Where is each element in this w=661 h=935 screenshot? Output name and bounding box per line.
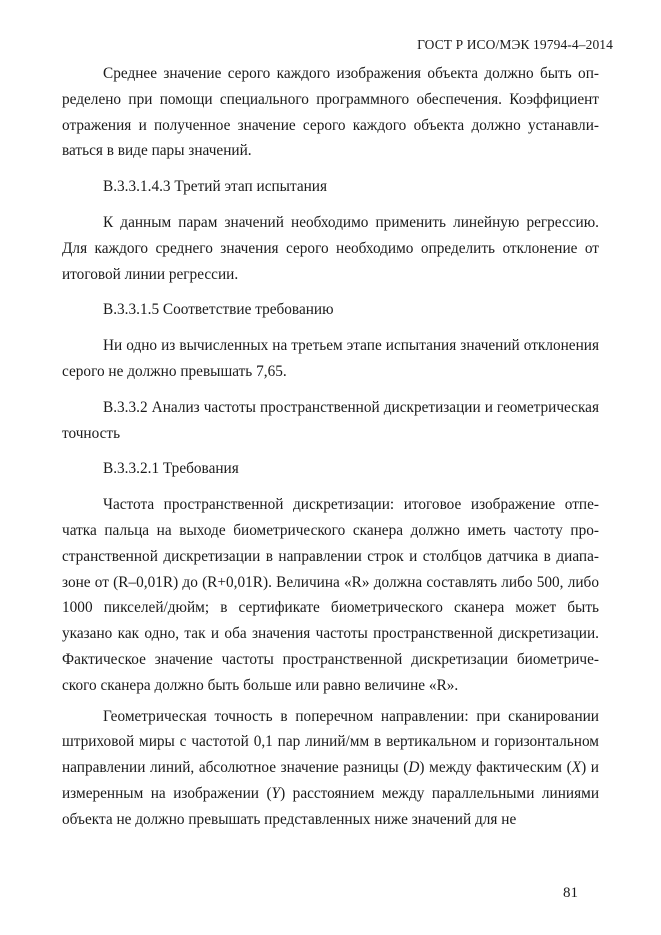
paragraph-gray-value: Среднее значение серого каждого изображения объекта должно быть определено при помощи специального программного обеспечения. Коэффициент отражения и полученное значение серого каждого объекта должно устанавливаться в виде пары значений. — [62, 65, 599, 160]
section-heading-b33143: B.3.3.1.4.3 Третий этап испытания — [103, 178, 328, 196]
paragraph-linear-regression: К данным парам значений необходимо применить линейную регрессию. Для каждого среднего значения серого необходимо определить отклонение от итоговой линии регрессии. — [62, 213, 599, 283]
page-number: 81 — [563, 885, 578, 901]
section-heading-b3321: B.3.3.2.1 Требования — [103, 460, 239, 478]
variable-d: D — [408, 759, 420, 777]
page-header-standard-code: ГОСТ Р ИСО/МЭК 19794-4–2014 — [417, 37, 613, 52]
paragraph-deviation-limit: Ни одно из вычисленных на третьем этапе испытания значений отклонения серого не должно превышать 7,65. — [62, 337, 599, 380]
body-text — [62, 61, 599, 833]
section-heading-b3315: B.3.3.1.5 Соответствие требованию — [103, 301, 334, 319]
paragraph-geometric-accuracy — [62, 704, 599, 833]
variable-y: Y — [271, 784, 281, 802]
section-heading-b332: B.3.3.2 Анализ частоты пространственной дискретизации и геометрическая точность — [62, 398, 599, 442]
geometric-accuracy-text: Геометрическая точность в поперечном направлении: при сканировании штриховой миры с частотой 0,1 пар линий/мм в вертикальном и горизонтальном направлении линий, абсолютное значение разницы (D) между фактическим (X) и измеренным на изображении (Y) расстоянием между параллельными линиями объекта не должно превышать представленных ниже значений для не — [62, 707, 599, 828]
paragraph-sampling-frequency: Частота пространственной дискретизации: итоговое изображение отпечатка пальца на выходе биометрического сканера должно иметь частоту пространственной дискретизации в направлении строк и столбцов датчика в диапазоне от (R–0,01R) до (R+0,01R). Величина «R» должна составлять либо 500, либо 1000 пикселей/дюйм; в сертификате биометрического сканера может быть указано как одно, так и оба значения частоты пространственной дискретизации. Фактическое значение частоты пространственной дискретизации биометрического сканера должно быть больше или равно величине «R». — [62, 496, 599, 694]
variable-x: X — [571, 759, 582, 777]
